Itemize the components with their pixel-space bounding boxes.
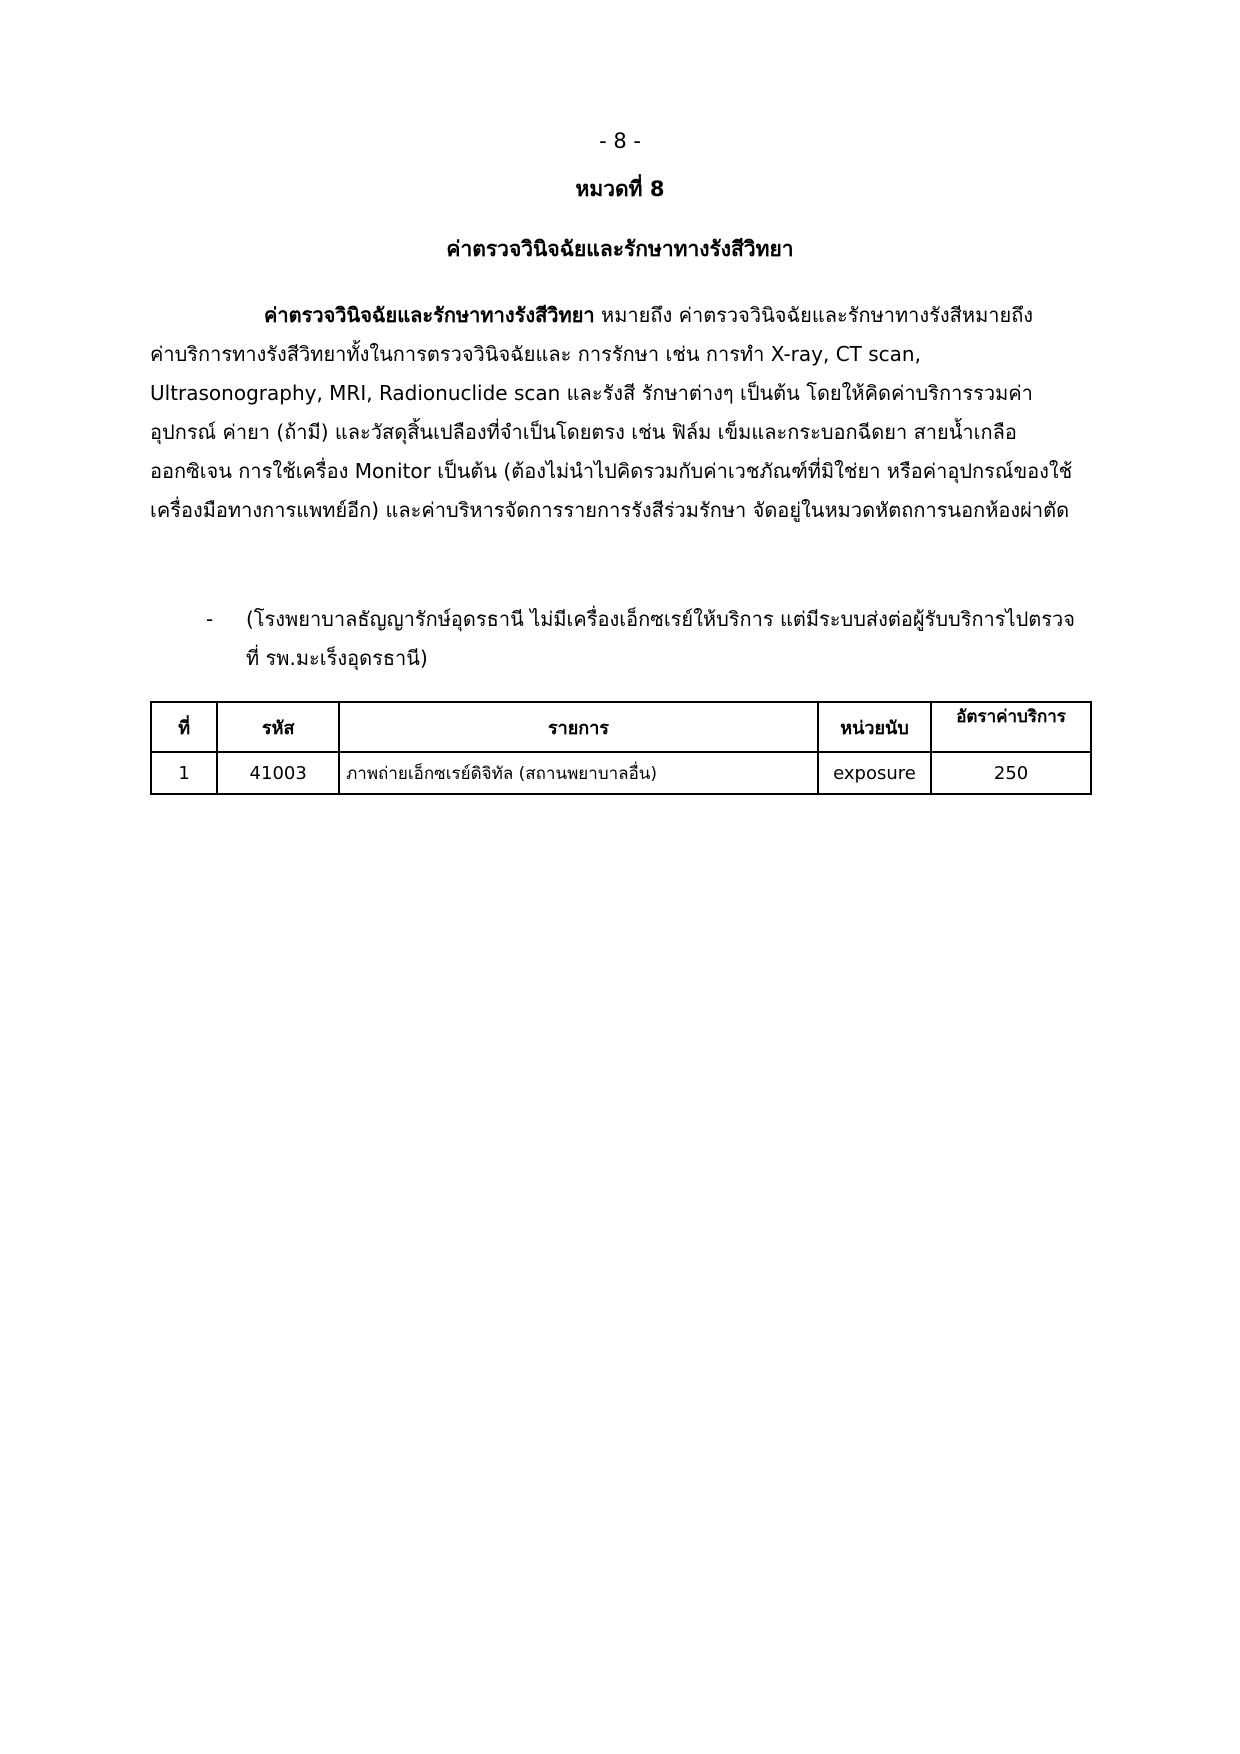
header-item: รายการ — [339, 702, 818, 752]
cell-no: 1 — [151, 752, 217, 794]
page-number: - 8 - — [599, 129, 641, 153]
note-line-1: (โรงพยาบาลธัญญารักษ์อุดรธานี ไม่มีเครื่องเอ็กซเรย์ให้บริการ แต่มีระบบส่งต่อผู้รับบริการไปตรวจ — [246, 607, 1075, 631]
header-no: ที่ — [151, 702, 217, 752]
defined-term: ค่าตรวจวินิจฉัยและรักษาทางรังสีวิทยา — [264, 303, 595, 327]
paragraph-line-6: เครื่องมือทางการแพทย์อีก) และค่าบริหารจัดการรายการรังสีร่วมรักษา จัดอยู่ในหมวดหัตถการนอกห้องผ่าตัด — [150, 498, 1070, 522]
table-row — [151, 752, 1091, 794]
header-code: รหัส — [217, 702, 339, 752]
cell-item: ภาพถ่ายเอ็กซเรย์ดิจิทัล (สถานพยาบาลอื่น) — [339, 752, 818, 794]
paragraph-line-1-rest: หมายถึง ค่าตรวจวินิจฉัยและรักษาทางรังสีหมายถึง — [594, 303, 1034, 327]
note-text — [246, 600, 1092, 678]
note-line-2: ที่ รพ.มะเร็งอุดรธานี) — [246, 646, 428, 670]
paragraph-line-1 — [150, 296, 1092, 335]
paragraph-line-4: อุปกรณ์ ค่ายา (ถ้ามี) และวัสดุสิ้นเปลืองที่จำเป็นโดยตรง เช่น ฟิล์ม เข็มและกระบอกฉีดยา สายน้ำเกลือ — [150, 420, 1017, 444]
cell-unit: exposure — [818, 752, 931, 794]
table-header-row — [151, 702, 1091, 752]
paragraph-line-3: Ultrasonography, MRI, Radionuclide scan และรังสี รักษาต่างๆ เป็นต้น โดยให้คิดค่าบริการรวมค่า — [150, 381, 1033, 405]
section-title: ค่าตรวจวินิจฉัยและรักษาทางรังสีวิทยา — [446, 237, 794, 261]
service-rate-table — [150, 701, 1092, 795]
list-bullet: - — [206, 607, 214, 631]
chapter-title: หมวดที่ 8 — [575, 177, 665, 201]
header-unit: หน่วยนับ — [818, 702, 931, 752]
header-rate: อัตราค่าบริการ — [931, 702, 1091, 752]
paragraph-line-2: ค่าบริการทางรังสีวิทยาทั้งในการตรวจวินิจฉัยและ การรักษา เช่น การทำ X-ray, CT scan, — [150, 342, 921, 366]
cell-rate: 250 — [931, 752, 1091, 794]
paragraph-line-5: ออกซิเจน การใช้เครื่อง Monitor เป็นต้น (ต้องไม่นำไปคิดรวมกับค่าเวชภัณฑ์ที่มิใช่ยา หรือค่าอุปกรณ์ของใช้ — [150, 459, 1073, 483]
definition-paragraph — [150, 296, 1092, 530]
cell-code: 41003 — [217, 752, 339, 794]
